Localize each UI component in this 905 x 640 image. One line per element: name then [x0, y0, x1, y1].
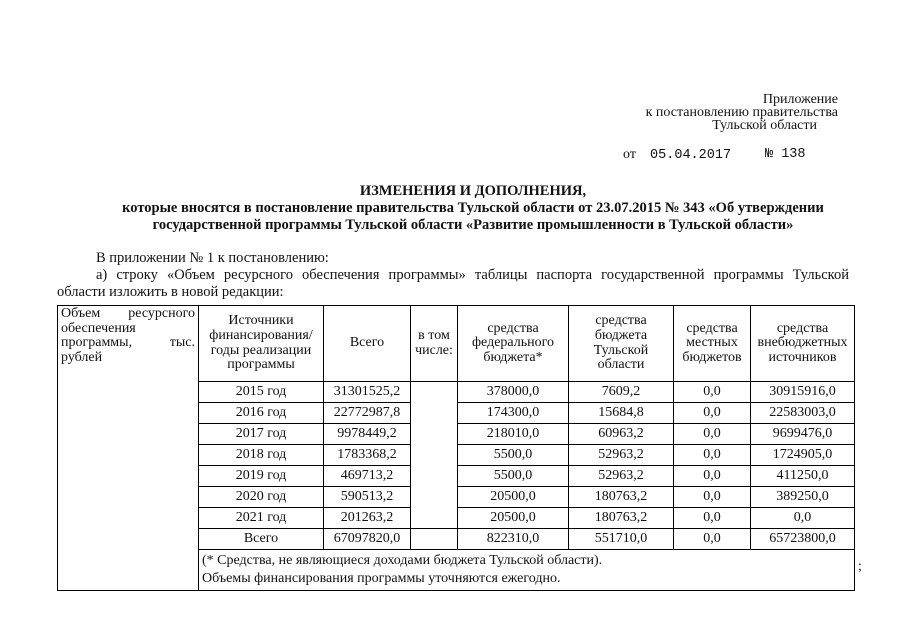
- doc-subtitle-1: которые вносятся в постановление правительства Тульской области от 23.07.2015 № 343 «Об утверждении: [122, 200, 824, 216]
- incl-cell: [411, 487, 458, 508]
- note-line-2: Объемы финансирования программы уточняются ежегодно.: [202, 570, 561, 586]
- federal-cell: 5500,0: [458, 445, 569, 466]
- paragraph-2b: области изложить в новой редакции:: [57, 284, 284, 300]
- total-cell: 31301525,2: [324, 382, 411, 403]
- regional-cell: 52963,2: [569, 466, 674, 487]
- year-cell: 2015 год: [199, 382, 324, 403]
- regional-cell: 60963,2: [569, 424, 674, 445]
- extra-cell: 0,0: [751, 508, 855, 529]
- year-cell: 2016 год: [199, 403, 324, 424]
- header-incl: в том числе:: [411, 306, 458, 382]
- note-line-1: (* Средства, не являющиеся доходами бюджета Тульской области).: [202, 552, 603, 568]
- local-cell: 0,0: [674, 403, 751, 424]
- appendix-line-1: Приложение: [762, 92, 838, 107]
- local-cell: 0,0: [674, 487, 751, 508]
- regional-cell: 180763,2: [569, 487, 674, 508]
- total-incl-cell: [411, 529, 458, 550]
- extra-cell: 389250,0: [751, 487, 855, 508]
- year-cell: 2020 год: [199, 487, 324, 508]
- header-regional: средства бюджета Тульской области: [569, 306, 674, 382]
- federal-cell: 20500,0: [458, 508, 569, 529]
- appendix-line-2: к постановлению правительства: [645, 105, 838, 120]
- total-total-cell: 67097820,0: [324, 529, 411, 550]
- extra-cell: 1724905,0: [751, 445, 855, 466]
- table-header-row: [58, 306, 855, 382]
- total-local-cell: 0,0: [674, 529, 751, 550]
- federal-cell: 5500,0: [458, 466, 569, 487]
- appendix-date-line: [623, 147, 806, 163]
- year-cell: 2019 год: [199, 466, 324, 487]
- header-total: Всего: [324, 306, 411, 382]
- federal-cell: 378000,0: [458, 382, 569, 403]
- date-label: от: [623, 147, 636, 162]
- total-cell: 469713,2: [324, 466, 411, 487]
- local-cell: 0,0: [674, 424, 751, 445]
- incl-cell: [411, 508, 458, 529]
- header-extra: средства внебюджетных источников: [751, 306, 855, 382]
- total-extra-cell: 65723800,0: [751, 529, 855, 550]
- extra-cell: 30915916,0: [751, 382, 855, 403]
- resource-table: [57, 305, 855, 591]
- federal-cell: 218010,0: [458, 424, 569, 445]
- year-cell: 2018 год: [199, 445, 324, 466]
- regional-cell: 52963,2: [569, 445, 674, 466]
- total-regional-cell: 551710,0: [569, 529, 674, 550]
- header-federal: средства федерального бюджета*: [458, 306, 569, 382]
- total-cell: 201263,2: [324, 508, 411, 529]
- extra-cell: 411250,0: [751, 466, 855, 487]
- appendix-line-3: Тульской области: [712, 118, 817, 133]
- header-local: средства местных бюджетов: [674, 306, 751, 382]
- total-cell: 1783368,2: [324, 445, 411, 466]
- paragraph-1: В приложении № 1 к постановлению:: [96, 250, 329, 266]
- doc-subtitle-2: государственной программы Тульской области «Развитие промышленности в Тульской области»: [152, 217, 794, 233]
- federal-cell: 174300,0: [458, 403, 569, 424]
- local-cell: 0,0: [674, 445, 751, 466]
- appendix-date: 05.04.2017: [650, 148, 732, 163]
- header-sources: Источники финансирования/ годы реализации программы: [199, 306, 324, 382]
- year-cell: 2017 год: [199, 424, 324, 445]
- regional-cell: 180763,2: [569, 508, 674, 529]
- local-cell: 0,0: [674, 508, 751, 529]
- doc-heading: ИЗМЕНЕНИЯ И ДОПОЛНЕНИЯ,: [359, 183, 587, 199]
- total-cell: 22772987,8: [324, 403, 411, 424]
- appendix-number: № 138: [765, 147, 806, 162]
- trailing-semicolon: ;: [858, 559, 862, 574]
- total-federal-cell: 822310,0: [458, 529, 569, 550]
- local-cell: 0,0: [674, 466, 751, 487]
- federal-cell: 20500,0: [458, 487, 569, 508]
- paragraph-2a: а) строку «Объем ресурсного обеспечения программы» таблицы паспорта государственной программы Тульской: [96, 267, 849, 283]
- total-year-cell: Всего: [199, 529, 324, 550]
- incl-cell: [411, 403, 458, 424]
- local-cell: 0,0: [674, 382, 751, 403]
- regional-cell: 7609,2: [569, 382, 674, 403]
- extra-cell: 22583003,0: [751, 403, 855, 424]
- row-label: Объем ресурсного обеспечения программы, тыс. рублей: [58, 306, 199, 591]
- total-cell: 9978449,2: [324, 424, 411, 445]
- regional-cell: 15684,8: [569, 403, 674, 424]
- total-cell: 590513,2: [324, 487, 411, 508]
- table-note: [199, 550, 855, 591]
- incl-cell: [411, 382, 458, 403]
- incl-cell: [411, 424, 458, 445]
- extra-cell: 9699476,0: [751, 424, 855, 445]
- incl-cell: [411, 445, 458, 466]
- year-cell: 2021 год: [199, 508, 324, 529]
- incl-cell: [411, 466, 458, 487]
